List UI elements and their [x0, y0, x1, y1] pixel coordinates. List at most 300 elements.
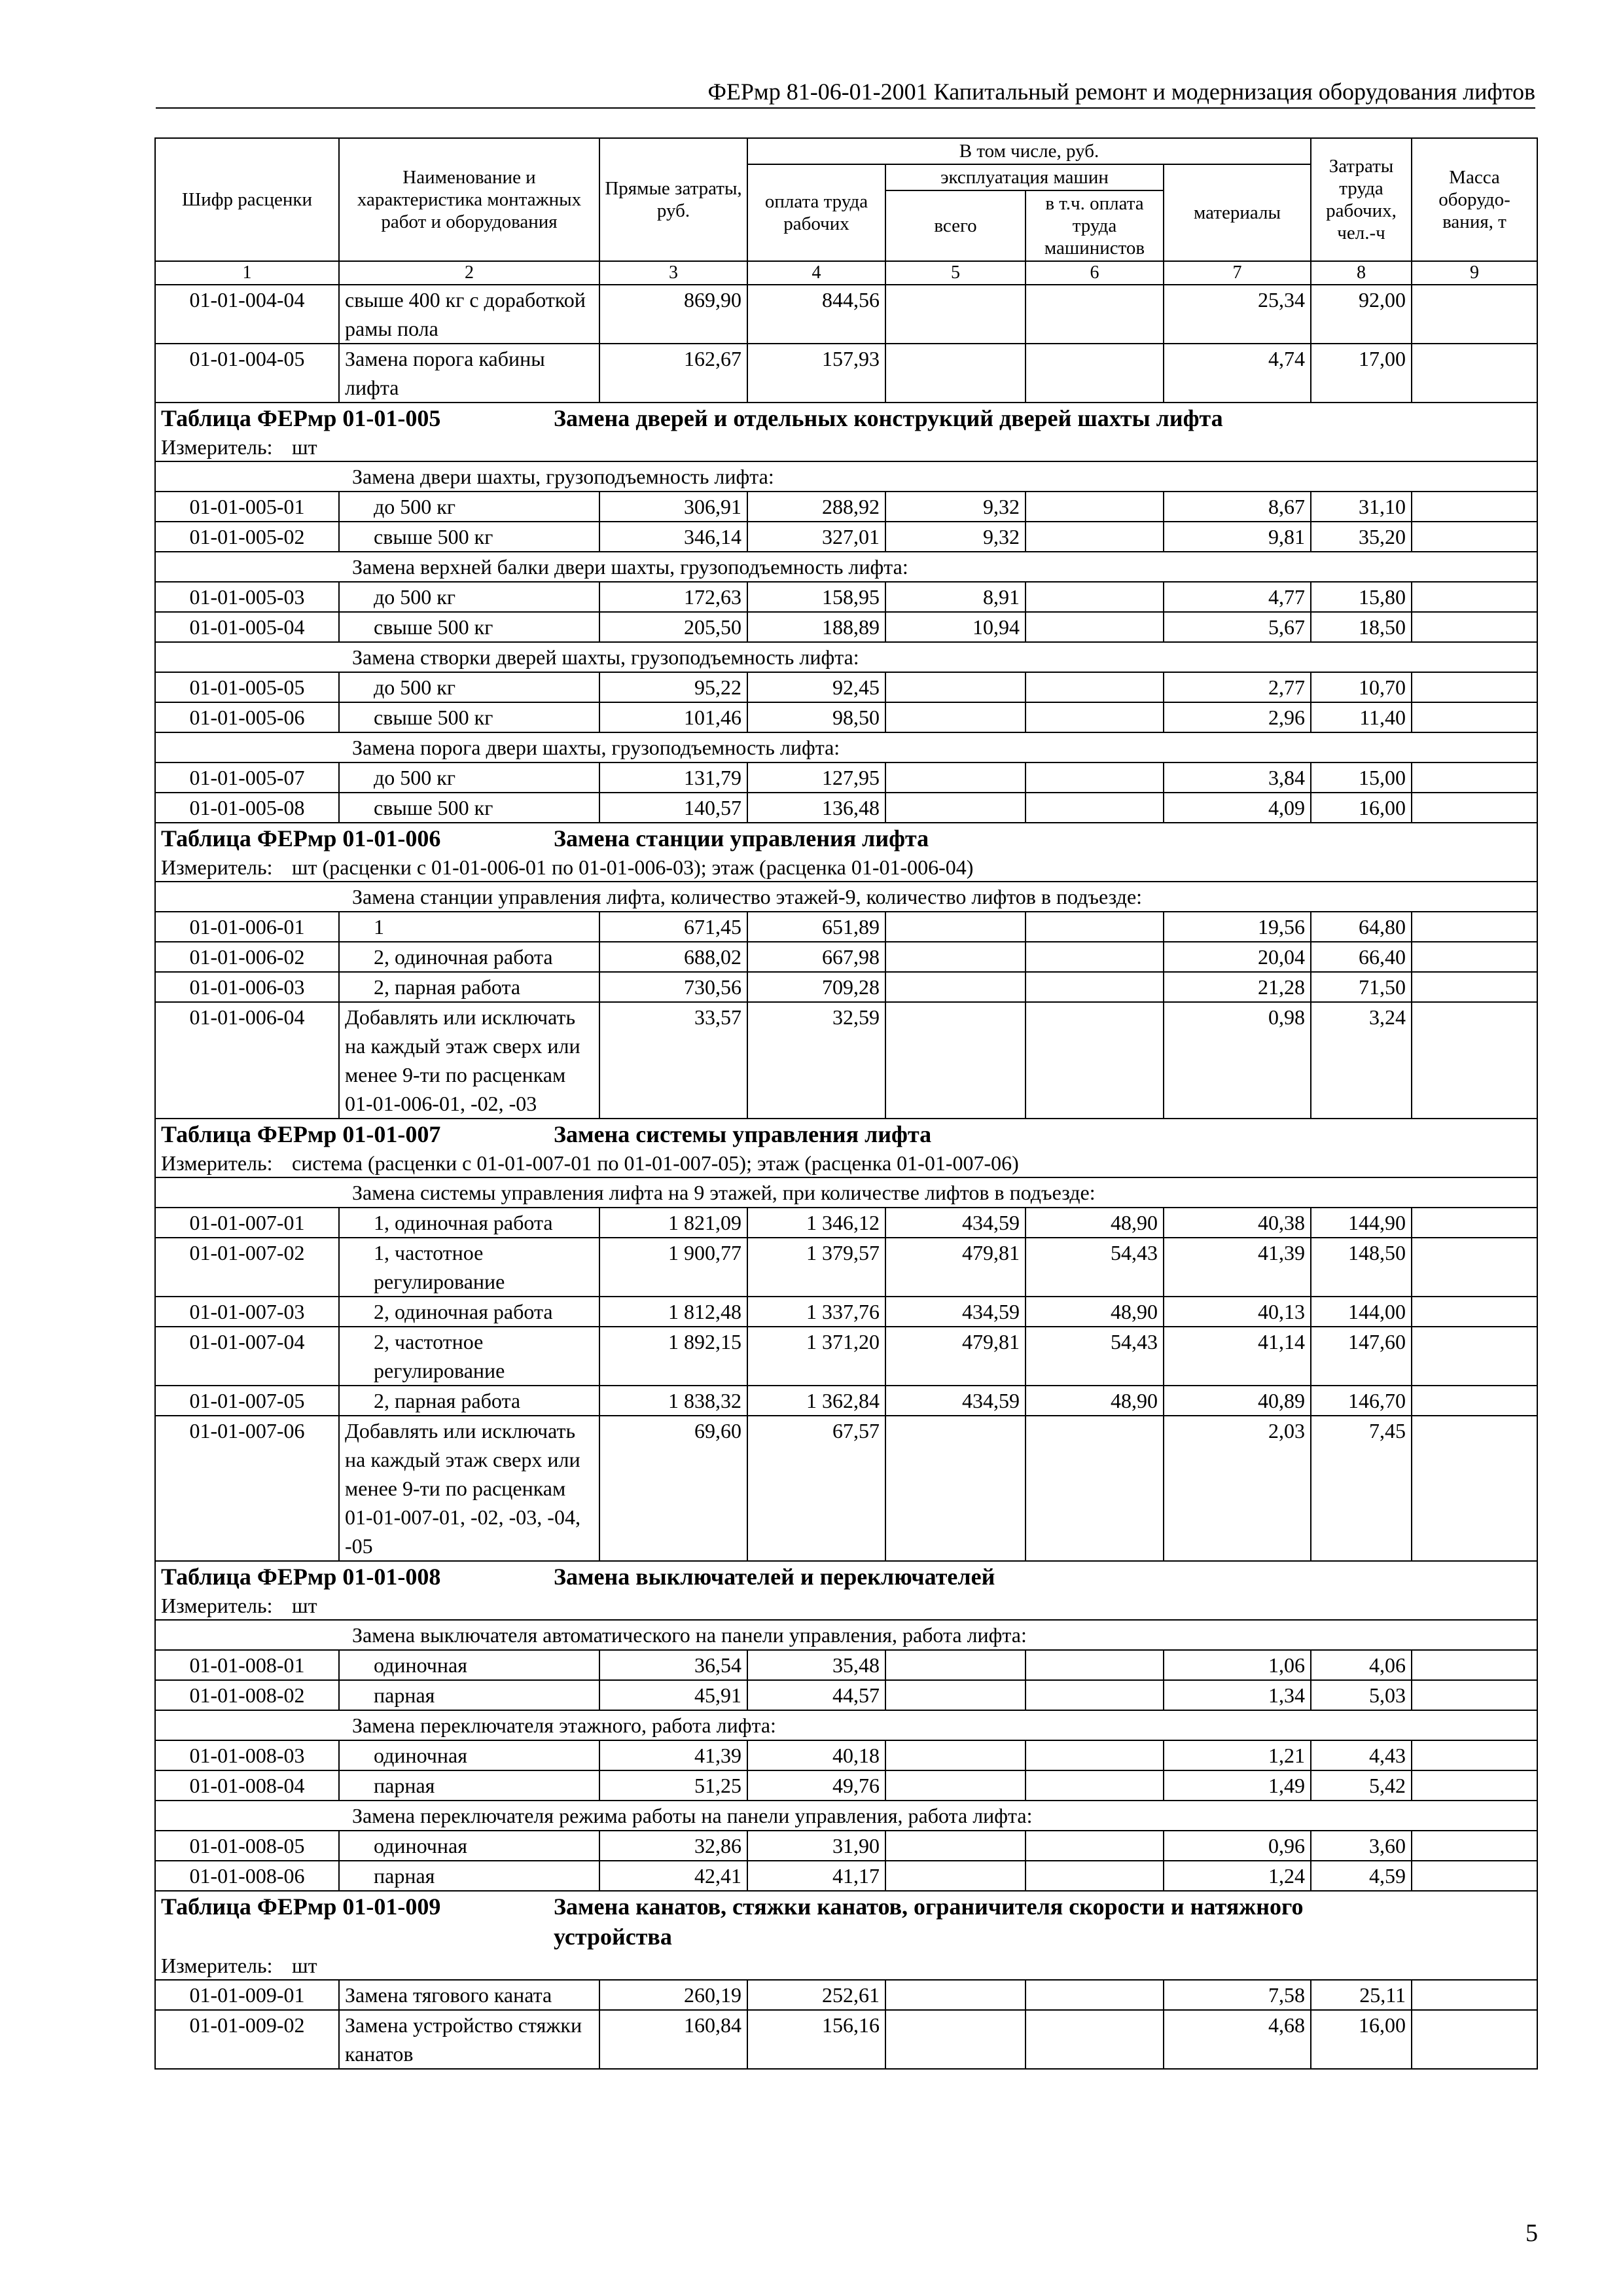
row-hours: 10,70 [1311, 672, 1412, 702]
row-machines [885, 2010, 1026, 2069]
row-machinists-pay [1026, 1980, 1164, 2010]
table-row [155, 762, 1537, 793]
row-code: 01-01-006-03 [155, 972, 339, 1002]
row-hours: 5,42 [1311, 1770, 1412, 1801]
table-title [155, 1119, 1537, 1149]
group-row [155, 552, 1537, 582]
row-name: до 500 кг [339, 492, 599, 522]
row-name: парная [339, 1770, 599, 1801]
table-row [155, 1297, 1537, 1327]
row-machines [885, 793, 1026, 823]
row-mass [1412, 1980, 1537, 2010]
row-machines: 9,32 [885, 492, 1026, 522]
table-title-row [155, 1561, 1537, 1592]
row-machinists-pay [1026, 1740, 1164, 1770]
meter-value: шт [292, 1954, 317, 1977]
row-direct: 671,45 [599, 912, 747, 942]
row-hours: 4,59 [1311, 1861, 1412, 1891]
row-direct: 1 812,48 [599, 1297, 747, 1327]
row-mass [1412, 582, 1537, 612]
row-direct: 260,19 [599, 1980, 747, 2010]
row-mass [1412, 1740, 1537, 1770]
table-row [155, 793, 1537, 823]
row-pay: 1 337,76 [747, 1297, 885, 1327]
col-number: 5 [885, 261, 1026, 285]
row-pay: 1 362,84 [747, 1386, 885, 1416]
row-code: 01-01-008-03 [155, 1740, 339, 1770]
meter-label: Измеритель: [161, 855, 273, 879]
row-code: 01-01-005-01 [155, 492, 339, 522]
row-machines [885, 1650, 1026, 1680]
row-code: 01-01-005-03 [155, 582, 339, 612]
row-mass [1412, 942, 1537, 972]
row-hours: 146,70 [1311, 1386, 1412, 1416]
group-row [155, 642, 1537, 672]
col-number: 4 [747, 261, 885, 285]
row-machines [885, 1980, 1026, 2010]
col-number: 2 [339, 261, 599, 285]
table-row [155, 1002, 1537, 1119]
price-table [154, 137, 1538, 2070]
table-row [155, 1680, 1537, 1710]
row-direct: 1 821,09 [599, 1208, 747, 1238]
meter-label: Измеритель: [161, 1594, 273, 1617]
row-code: 01-01-007-01 [155, 1208, 339, 1238]
table-row [155, 942, 1537, 972]
row-machines: 434,59 [885, 1297, 1026, 1327]
row-mass [1412, 1831, 1537, 1861]
row-code: 01-01-008-04 [155, 1770, 339, 1801]
table-number: Таблица ФЕРмр 01-01-009 [161, 1893, 441, 1920]
row-materials: 9,81 [1164, 522, 1311, 552]
row-machinists-pay [1026, 942, 1164, 972]
row-pay: 158,95 [747, 582, 885, 612]
row-direct: 36,54 [599, 1650, 747, 1680]
row-code: 01-01-008-02 [155, 1680, 339, 1710]
row-machines [885, 972, 1026, 1002]
row-mass [1412, 1002, 1537, 1119]
row-materials: 21,28 [1164, 972, 1311, 1002]
row-materials: 19,56 [1164, 912, 1311, 942]
table-row [155, 1416, 1537, 1561]
row-hours: 25,11 [1311, 1980, 1412, 2010]
col-pay-header: оплата труда рабочих [747, 164, 885, 261]
row-materials: 2,96 [1164, 702, 1311, 732]
row-materials: 2,77 [1164, 672, 1311, 702]
row-mass [1412, 1386, 1537, 1416]
table-title-row [155, 823, 1537, 853]
table-title-row [155, 1891, 1537, 1952]
row-machinists-pay [1026, 612, 1164, 642]
col-including-header: В том числе, руб. [747, 138, 1311, 164]
row-code: 01-01-007-03 [155, 1297, 339, 1327]
row-direct: 32,86 [599, 1831, 747, 1861]
meter [155, 1952, 1537, 1980]
row-machines: 434,59 [885, 1208, 1026, 1238]
row-name: до 500 кг [339, 672, 599, 702]
col-number: 3 [599, 261, 747, 285]
row-direct: 45,91 [599, 1680, 747, 1710]
group-row [155, 1801, 1537, 1831]
row-direct: 95,22 [599, 672, 747, 702]
meter-row [155, 433, 1537, 461]
table-row [155, 1861, 1537, 1891]
row-machinists-pay: 48,90 [1026, 1208, 1164, 1238]
row-materials: 7,58 [1164, 1980, 1311, 2010]
row-code: 01-01-008-05 [155, 1831, 339, 1861]
col-direct-header: Прямые затраты, руб. [599, 138, 747, 261]
row-name: 2, парная работа [339, 972, 599, 1002]
row-direct: 101,46 [599, 702, 747, 732]
row-name: парная [339, 1861, 599, 1891]
meter [155, 433, 1537, 461]
table-number: Таблица ФЕРмр 01-01-008 [161, 1564, 441, 1590]
row-mass [1412, 1238, 1537, 1297]
row-mass [1412, 1208, 1537, 1238]
row-pay: 844,56 [747, 285, 885, 344]
table-title [155, 403, 1537, 433]
row-code: 01-01-007-02 [155, 1238, 339, 1297]
row-machinists-pay [1026, 344, 1164, 403]
row-direct: 131,79 [599, 762, 747, 793]
row-machinists-pay [1026, 972, 1164, 1002]
row-machinists-pay [1026, 285, 1164, 344]
row-mass [1412, 972, 1537, 1002]
row-code: 01-01-006-04 [155, 1002, 339, 1119]
col-number: 1 [155, 261, 339, 285]
row-materials: 41,39 [1164, 1238, 1311, 1297]
row-pay: 667,98 [747, 942, 885, 972]
row-machinists-pay: 54,43 [1026, 1327, 1164, 1386]
row-machinists-pay [1026, 522, 1164, 552]
row-name: одиночная [339, 1831, 599, 1861]
row-pay: 31,90 [747, 1831, 885, 1861]
meter-value: система (расценки с 01-01-007-01 по 01-01-007-05); этаж (расценка 01-01-007-06) [292, 1151, 1019, 1175]
row-mass [1412, 492, 1537, 522]
row-mass [1412, 1416, 1537, 1561]
meter-row [155, 1952, 1537, 1980]
row-pay: 44,57 [747, 1680, 885, 1710]
group-row [155, 882, 1537, 912]
row-hours: 16,00 [1311, 793, 1412, 823]
table-title [155, 1561, 1537, 1592]
row-name: 1, одиночная работа [339, 1208, 599, 1238]
row-machinists-pay [1026, 702, 1164, 732]
row-machines [885, 1861, 1026, 1891]
row-pay: 1 379,57 [747, 1238, 885, 1297]
row-hours: 148,50 [1311, 1238, 1412, 1297]
col-number: 9 [1412, 261, 1537, 285]
table-row [155, 582, 1537, 612]
group-row [155, 732, 1537, 762]
row-direct: 160,84 [599, 2010, 747, 2069]
table-caption: Замена дверей и отдельных конструкций дверей шахты лифта [554, 405, 1223, 431]
row-code: 01-01-007-06 [155, 1416, 339, 1561]
row-name: 1 [339, 912, 599, 942]
row-hours: 71,50 [1311, 972, 1412, 1002]
table-caption: Замена выключателей и переключателей [554, 1564, 995, 1590]
row-direct: 51,25 [599, 1770, 747, 1801]
col-number: 8 [1311, 261, 1412, 285]
row-pay: 127,95 [747, 762, 885, 793]
row-machinists-pay [1026, 2010, 1164, 2069]
meter-row [155, 1592, 1537, 1620]
table-row [155, 1650, 1537, 1680]
row-name: одиночная [339, 1650, 599, 1680]
row-pay: 327,01 [747, 522, 885, 552]
meter [155, 853, 1537, 882]
row-direct: 688,02 [599, 942, 747, 972]
meter [155, 1149, 1537, 1177]
row-hours: 4,06 [1311, 1650, 1412, 1680]
row-pay: 156,16 [747, 2010, 885, 2069]
row-pay: 92,45 [747, 672, 885, 702]
row-name: свыше 500 кг [339, 702, 599, 732]
col-machines-total-header: всего [885, 190, 1026, 261]
group-caption: Замена створки дверей шахты, грузоподъемность лифта: [155, 642, 1537, 672]
row-machines [885, 762, 1026, 793]
group-caption: Замена выключателя автоматического на панели управления, работа лифта: [155, 1620, 1537, 1650]
row-name: парная [339, 1680, 599, 1710]
row-hours: 92,00 [1311, 285, 1412, 344]
row-name: свыше 500 кг [339, 793, 599, 823]
row-direct: 1 900,77 [599, 1238, 747, 1297]
row-pay: 40,18 [747, 1740, 885, 1770]
meter-label: Измеритель: [161, 1151, 273, 1175]
row-name: Добавлять или исключать на каждый этаж сверх или менее 9-ти по расценкам 01-01-007-01, -02, -03, -04, -05 [339, 1416, 599, 1561]
row-machines [885, 1002, 1026, 1119]
meter [155, 1592, 1537, 1620]
row-machinists-pay [1026, 1650, 1164, 1680]
row-machines [885, 285, 1026, 344]
col-mass-header: Масса оборудо-вания, т [1412, 138, 1537, 261]
row-hours: 16,00 [1311, 2010, 1412, 2069]
row-pay: 67,57 [747, 1416, 885, 1561]
row-name: свыше 500 кг [339, 612, 599, 642]
row-pay: 288,92 [747, 492, 885, 522]
table-row [155, 1980, 1537, 2010]
meter-value: шт [292, 435, 317, 459]
row-hours: 15,00 [1311, 762, 1412, 793]
col-number: 6 [1026, 261, 1164, 285]
group-row [155, 1710, 1537, 1740]
row-machinists-pay: 48,90 [1026, 1386, 1164, 1416]
row-name: до 500 кг [339, 762, 599, 793]
row-mass [1412, 1650, 1537, 1680]
row-materials: 2,03 [1164, 1416, 1311, 1561]
table-row [155, 1740, 1537, 1770]
row-materials: 1,34 [1164, 1680, 1311, 1710]
row-machines [885, 1770, 1026, 1801]
row-materials: 4,77 [1164, 582, 1311, 612]
row-name: 2, одиночная работа [339, 1297, 599, 1327]
row-direct: 306,91 [599, 492, 747, 522]
row-mass [1412, 285, 1537, 344]
meter-row [155, 853, 1537, 882]
row-hours: 3,60 [1311, 1831, 1412, 1861]
row-direct: 869,90 [599, 285, 747, 344]
row-code: 01-01-005-02 [155, 522, 339, 552]
table-row [155, 344, 1537, 403]
row-name: свыше 400 кг с доработкой рамы пола [339, 285, 599, 344]
row-name: Замена порога кабины лифта [339, 344, 599, 403]
group-caption: Замена системы управления лифта на 9 этажей, при количестве лифтов в подъезде: [155, 1177, 1537, 1208]
table-row [155, 1831, 1537, 1861]
row-materials: 4,74 [1164, 344, 1311, 403]
row-mass [1412, 702, 1537, 732]
group-caption: Замена переключателя режима работы на панели управления, работа лифта: [155, 1801, 1537, 1831]
group-row [155, 461, 1537, 492]
row-direct: 1 838,32 [599, 1386, 747, 1416]
table-row [155, 1386, 1537, 1416]
row-code: 01-01-006-02 [155, 942, 339, 972]
row-pay: 49,76 [747, 1770, 885, 1801]
row-hours: 66,40 [1311, 942, 1412, 972]
row-code: 01-01-004-04 [155, 285, 339, 344]
row-materials: 1,06 [1164, 1650, 1311, 1680]
row-direct: 172,63 [599, 582, 747, 612]
col-name-header: Наименование и характеристика монтажных работ и оборудования [339, 138, 599, 261]
row-materials: 8,67 [1164, 492, 1311, 522]
row-code: 01-01-007-05 [155, 1386, 339, 1416]
row-name: Добавлять или исключать на каждый этаж сверх или менее 9-ти по расценкам 01-01-006-01, -02, -03 [339, 1002, 599, 1119]
table-row [155, 672, 1537, 702]
row-materials: 1,24 [1164, 1861, 1311, 1891]
group-row [155, 1177, 1537, 1208]
row-pay: 1 371,20 [747, 1327, 885, 1386]
row-materials: 40,89 [1164, 1386, 1311, 1416]
row-mass [1412, 1680, 1537, 1710]
page-number: 5 [1525, 2219, 1538, 2247]
row-code: 01-01-008-01 [155, 1650, 339, 1680]
row-materials: 40,38 [1164, 1208, 1311, 1238]
row-code: 01-01-009-01 [155, 1980, 339, 2010]
row-direct: 69,60 [599, 1416, 747, 1561]
table-row [155, 912, 1537, 942]
row-machines: 10,94 [885, 612, 1026, 642]
row-machines: 479,81 [885, 1327, 1026, 1386]
row-mass [1412, 793, 1537, 823]
row-machines [885, 1416, 1026, 1561]
group-caption: Замена станции управления лифта, количество этажей-9, количество лифтов в подъезде: [155, 882, 1537, 912]
table-caption: Замена системы управления лифта [554, 1121, 932, 1147]
row-machines [885, 1680, 1026, 1710]
table-row [155, 1327, 1537, 1386]
row-direct: 1 892,15 [599, 1327, 747, 1386]
table-row [155, 612, 1537, 642]
table-row [155, 285, 1537, 344]
running-header: ФЕРмр 81-06-01-2001 Капитальный ремонт и модернизация оборудования лифтов [707, 79, 1535, 105]
row-name: свыше 500 кг [339, 522, 599, 552]
table-row [155, 2010, 1537, 2069]
row-machines [885, 912, 1026, 942]
row-machinists-pay [1026, 762, 1164, 793]
row-machinists-pay [1026, 912, 1164, 942]
row-pay: 709,28 [747, 972, 885, 1002]
row-machines [885, 1740, 1026, 1770]
row-machinists-pay [1026, 1416, 1164, 1561]
row-hours: 144,90 [1311, 1208, 1412, 1238]
row-materials: 3,84 [1164, 762, 1311, 793]
row-machinists-pay [1026, 1770, 1164, 1801]
row-hours: 5,03 [1311, 1680, 1412, 1710]
table-row [155, 492, 1537, 522]
table-row [155, 1208, 1537, 1238]
row-machinists-pay: 54,43 [1026, 1238, 1164, 1297]
row-pay: 188,89 [747, 612, 885, 642]
col-materials-header: материалы [1164, 164, 1311, 261]
row-name: Замена устройство стяжки канатов [339, 2010, 599, 2069]
row-code: 01-01-005-05 [155, 672, 339, 702]
row-name: Замена тягового каната [339, 1980, 599, 2010]
meter-value: шт [292, 1594, 317, 1617]
row-materials: 5,67 [1164, 612, 1311, 642]
row-hours: 64,80 [1311, 912, 1412, 942]
row-mass [1412, 2010, 1537, 2069]
row-pay: 252,61 [747, 1980, 885, 2010]
row-mass [1412, 1861, 1537, 1891]
table-title-row [155, 1119, 1537, 1149]
row-code: 01-01-004-05 [155, 344, 339, 403]
table-row [155, 522, 1537, 552]
table-number: Таблица ФЕРмр 01-01-005 [161, 405, 441, 431]
row-mass [1412, 344, 1537, 403]
row-hours: 15,80 [1311, 582, 1412, 612]
table-number: Таблица ФЕРмр 01-01-006 [161, 825, 441, 852]
row-mass [1412, 1770, 1537, 1801]
row-pay: 651,89 [747, 912, 885, 942]
row-name: 2, частотное регулирование [339, 1327, 599, 1386]
row-code: 01-01-008-06 [155, 1861, 339, 1891]
row-machines: 434,59 [885, 1386, 1026, 1416]
row-name: до 500 кг [339, 582, 599, 612]
row-machinists-pay [1026, 1680, 1164, 1710]
row-machinists-pay [1026, 1831, 1164, 1861]
row-pay: 32,59 [747, 1002, 885, 1119]
row-name: одиночная [339, 1740, 599, 1770]
row-pay: 98,50 [747, 702, 885, 732]
row-code: 01-01-005-06 [155, 702, 339, 732]
row-machines: 479,81 [885, 1238, 1026, 1297]
group-caption: Замена двери шахты, грузоподъемность лифта: [155, 461, 1537, 492]
row-pay: 1 346,12 [747, 1208, 885, 1238]
row-direct: 162,67 [599, 344, 747, 403]
col-machinists-pay-header: в т.ч. оплата труда машинистов [1026, 190, 1164, 261]
row-hours: 35,20 [1311, 522, 1412, 552]
row-pay: 157,93 [747, 344, 885, 403]
row-code: 01-01-006-01 [155, 912, 339, 942]
meter-label: Измеритель: [161, 435, 273, 459]
meter-label: Измеритель: [161, 1954, 273, 1977]
row-hours: 4,43 [1311, 1740, 1412, 1770]
col-code-header: Шифр расценки [155, 138, 339, 261]
row-direct: 41,39 [599, 1740, 747, 1770]
col-machines-header: эксплуатация машин [885, 164, 1164, 190]
table-row [155, 702, 1537, 732]
row-machines [885, 344, 1026, 403]
row-machinists-pay [1026, 582, 1164, 612]
row-direct: 346,14 [599, 522, 747, 552]
row-code: 01-01-005-08 [155, 793, 339, 823]
col-hours-header: Затраты труда рабочих, чел.-ч [1311, 138, 1412, 261]
col-number: 7 [1164, 261, 1311, 285]
row-machines [885, 942, 1026, 972]
group-caption: Замена переключателя этажного, работа лифта: [155, 1710, 1537, 1740]
row-direct: 730,56 [599, 972, 747, 1002]
table-row [155, 972, 1537, 1002]
row-mass [1412, 1327, 1537, 1386]
group-caption: Замена порога двери шахты, грузоподъемность лифта: [155, 732, 1537, 762]
